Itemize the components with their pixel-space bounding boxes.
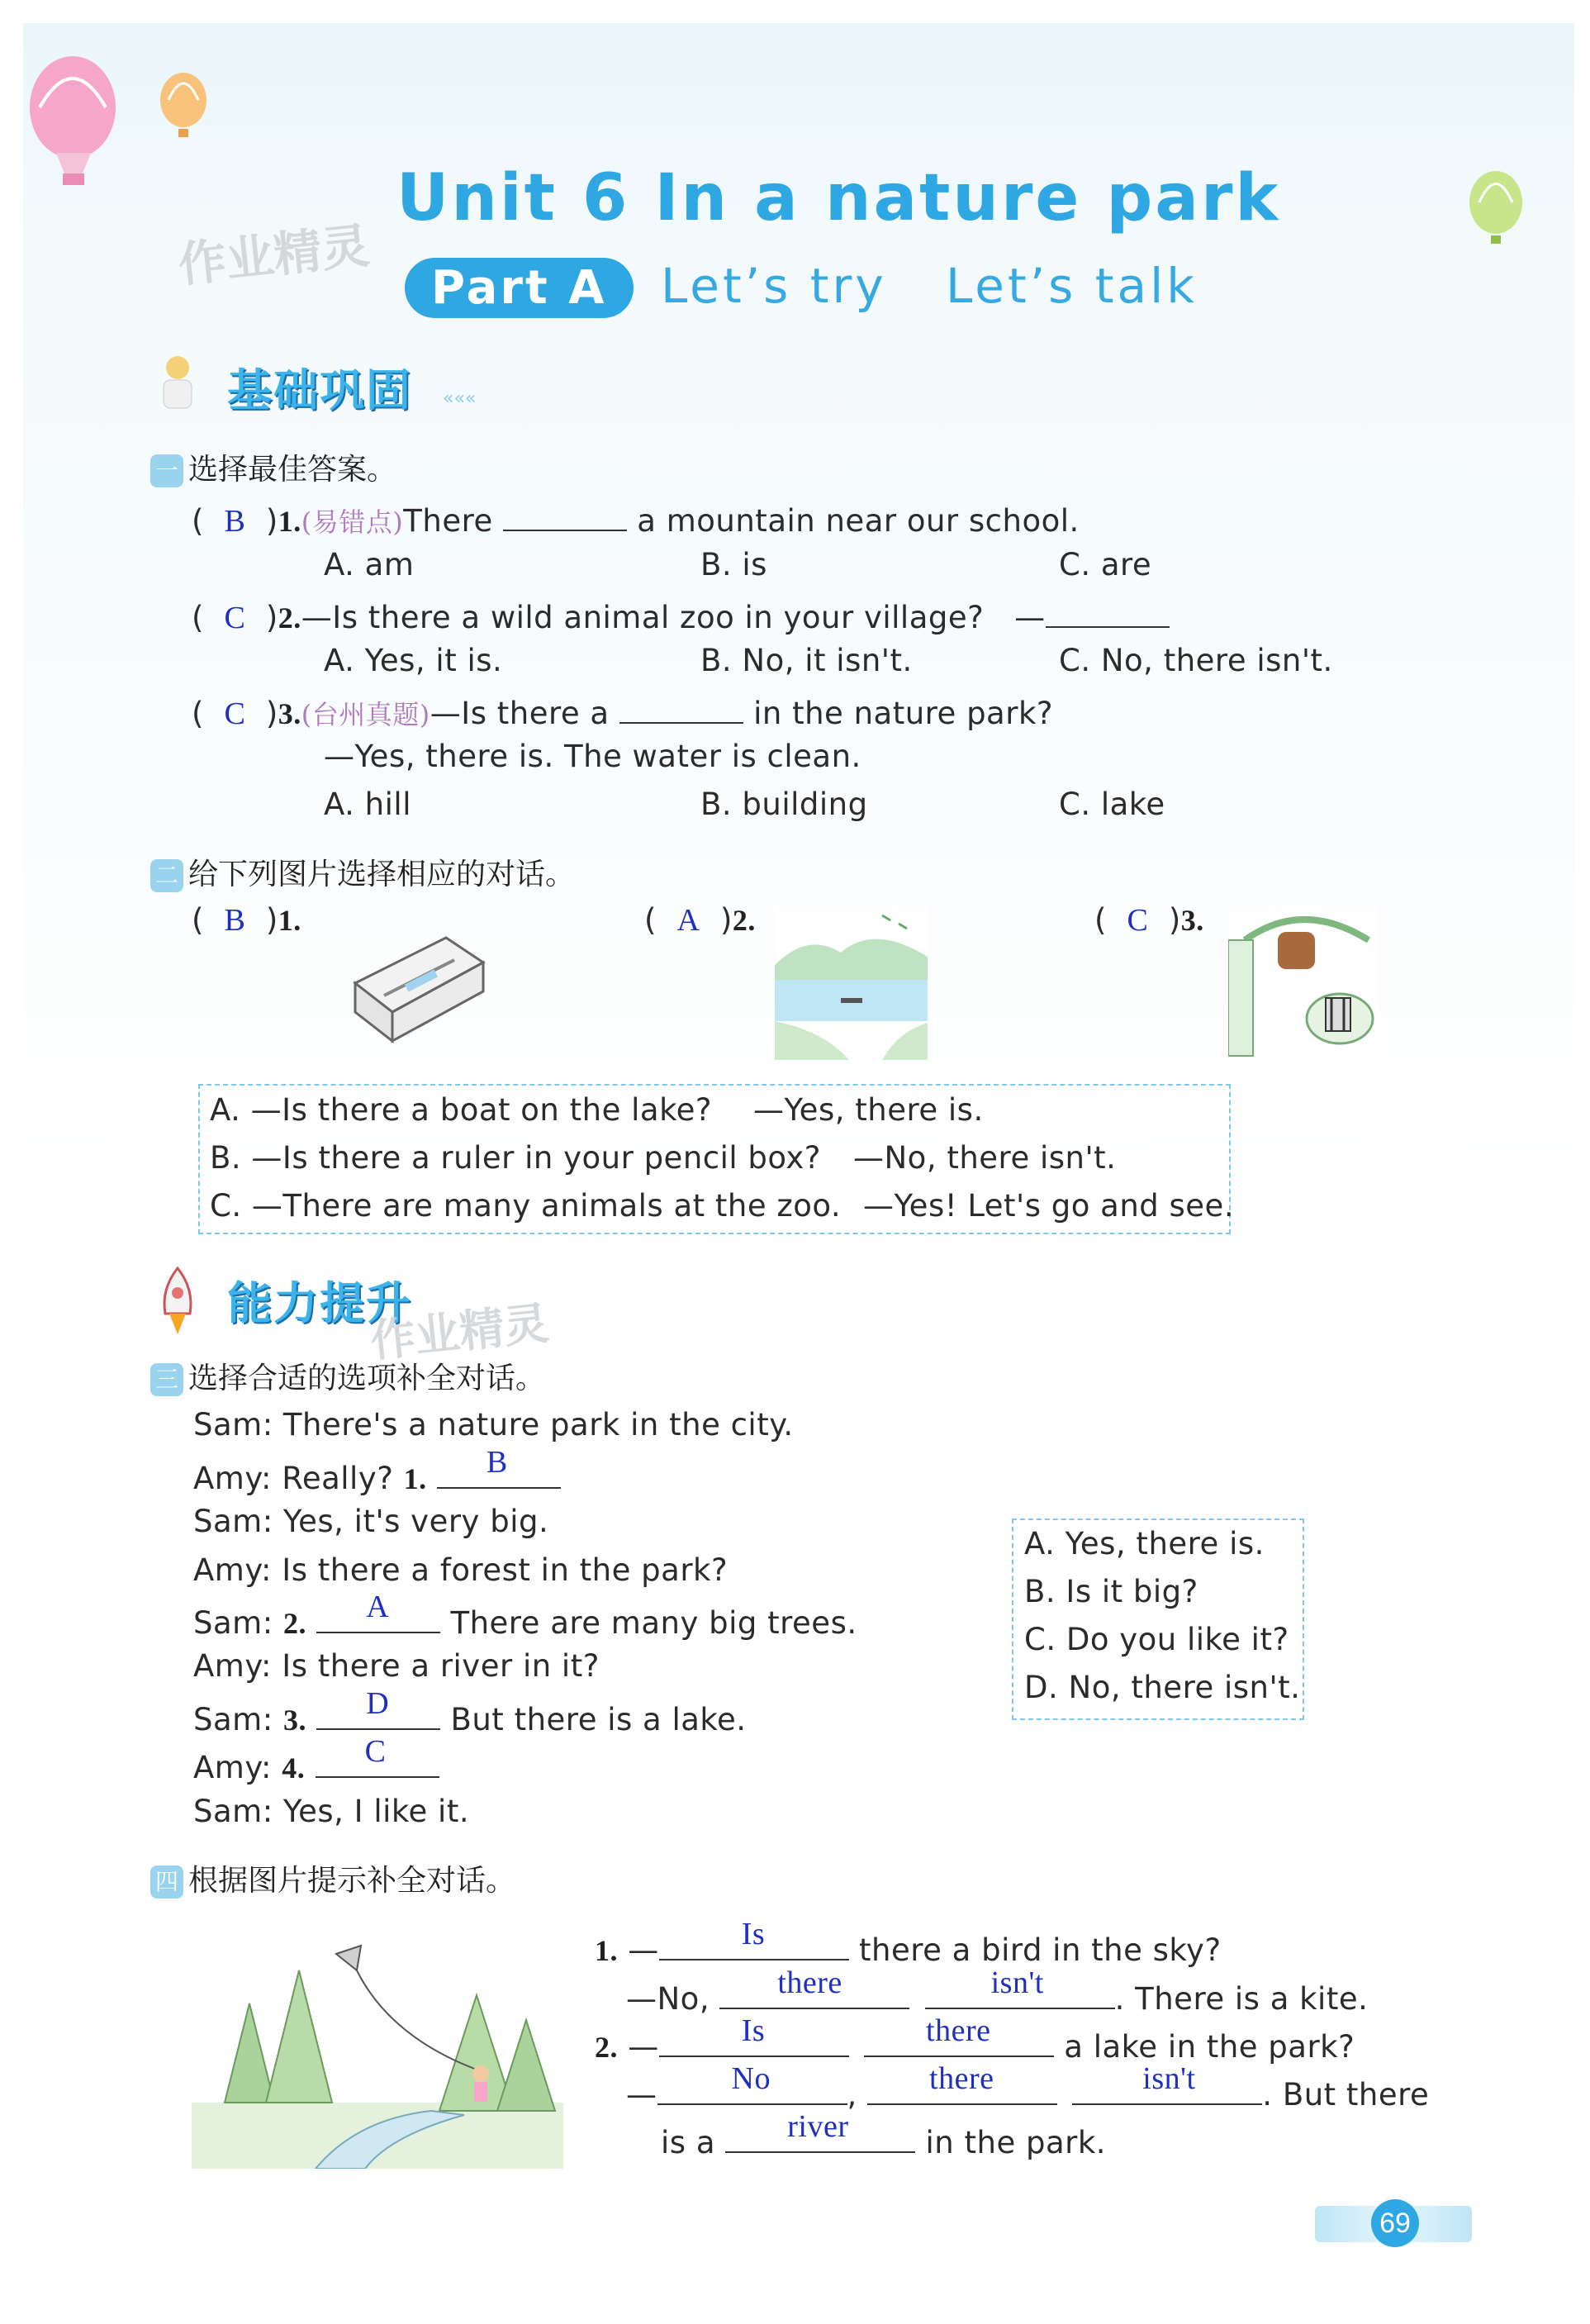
option: B. No, it isn't. (700, 643, 913, 678)
section-number-badge: 三 (150, 1363, 183, 1396)
answer-blank[interactable] (719, 1965, 909, 2009)
choice: D. No, there isn't. (1024, 1670, 1301, 1705)
answer: Is (741, 1917, 766, 1951)
subtitle-lets-talk: Let’s talk (946, 258, 1198, 314)
dash: — (628, 1932, 659, 1968)
answer-blank[interactable] (1072, 2061, 1262, 2105)
dialog-q: B. —Is there a ruler in your pencil box? (210, 1140, 821, 1176)
question-text: —Is there a (430, 696, 610, 731)
q4-item-2-line-3 (661, 2109, 1107, 2160)
dialog-line (193, 1590, 857, 1641)
option: A. am (324, 547, 415, 582)
dialog-line: Sam: Yes, it's very big. (193, 1504, 549, 1539)
reply-line: —Yes, there is. The water is clean. (324, 739, 861, 774)
dialog-line: Sam: There's a nature park in the city. (193, 1407, 794, 1442)
question-text: a mountain near our school. (637, 503, 1080, 539)
answer: B (224, 903, 246, 938)
item-number: 3. (1180, 904, 1204, 937)
answer: there (926, 2013, 991, 2048)
answer-blank[interactable] (1046, 595, 1170, 628)
comma: , (847, 2077, 857, 2113)
answer: there (777, 1965, 842, 2000)
answer: C (364, 1734, 387, 1769)
section-banner-ability: 能力提升 (227, 1277, 412, 1329)
hot-air-balloon-icon (157, 71, 215, 145)
q4-item-2-line-1 (595, 2013, 1355, 2065)
answer: B (486, 1445, 508, 1480)
answer: river (787, 2109, 849, 2144)
answer: C (224, 601, 246, 635)
q1-item-3: ( C )3.(台州真题)—Is there a in the nature park? (192, 691, 1053, 732)
item-number: 2. (595, 2031, 618, 2064)
option: A. Yes, it is. (324, 643, 503, 678)
answer: No (731, 2061, 771, 2096)
section-number-badge: 四 (150, 1865, 183, 1899)
answer-blank[interactable] (725, 2109, 915, 2153)
reply-text: —No, (626, 1981, 710, 2017)
answer-blank[interactable] (619, 691, 743, 724)
watermark: 作业精灵 (368, 1296, 552, 1368)
question-2-heading (150, 851, 575, 893)
dash: — (1014, 600, 1046, 635)
question-text: —Is there a wild animal zoo in your village? (301, 600, 985, 635)
watermark: 作业精灵 (175, 217, 373, 293)
q2-item-3: ( C )3. (1094, 902, 1204, 938)
unit-title: Unit 6 In a nature park (396, 161, 1281, 235)
hint-tag: (台州真题) (301, 699, 430, 730)
reply-text: . But there (1262, 2077, 1430, 2113)
dialog-a: —No, there isn't. (853, 1140, 1117, 1176)
section-banner-basic: 基础巩固 (227, 364, 412, 416)
answer: A (676, 903, 700, 938)
answer-blank[interactable] (503, 498, 627, 531)
item-number: 3. (278, 697, 301, 730)
rocket-icon (153, 1264, 202, 1338)
answer-blank[interactable] (925, 1965, 1115, 2009)
dialog-q: A. —Is there a boat on the lake? (210, 1092, 713, 1128)
item-number: 4. (282, 1751, 306, 1785)
part-badge: Part A (405, 258, 634, 318)
section-number-badge: 二 (150, 859, 183, 892)
dialog-line (193, 1734, 439, 1785)
q1-item-2: ( C )2.—Is there a wild animal zoo in your village? — (192, 595, 1170, 636)
heading-text: 给下列图片选择相应的对话。 (188, 858, 576, 891)
q1-item-1: ( B )1.(易错点)There a mountain near our school. (192, 498, 1080, 539)
answer-blank[interactable] (659, 1917, 849, 1960)
speaker-text: Sam: (193, 1605, 273, 1641)
section-number-badge: 一 (150, 454, 183, 487)
dialog-line: Amy: Is there a river in it? (193, 1648, 600, 1684)
dialog-line: Amy: Is there a forest in the park? (193, 1552, 729, 1588)
dialog-a: —Yes! Let's go and see. (863, 1188, 1235, 1224)
question-1-heading (150, 446, 396, 488)
answer: there (929, 2061, 994, 2096)
hot-air-balloon-icon (23, 50, 139, 190)
speaker-text: Sam: (193, 1702, 273, 1737)
answer-blank[interactable] (867, 2061, 1057, 2105)
question-4-heading (150, 1857, 515, 1899)
question-text: in the nature park? (753, 696, 1054, 731)
item-number: 1. (595, 1934, 618, 1967)
answer: A (366, 1590, 390, 1624)
item-number: 1. (278, 505, 301, 538)
item-number: 2. (278, 601, 301, 634)
reply-text: is a (661, 2125, 715, 2160)
answer-blank[interactable] (864, 2013, 1054, 2057)
lake-boat-image (775, 907, 928, 1060)
heading-text: 选择最佳答案。 (188, 453, 397, 487)
zoo-animals-image (1228, 907, 1377, 1060)
question-text: there a bird in the sky? (859, 1932, 1222, 1968)
dialog-line (193, 1445, 561, 1496)
choice: A. Yes, there is. (1024, 1526, 1265, 1561)
answer: isn't (1142, 2061, 1196, 2096)
speaker-text: Amy: Really? (193, 1461, 394, 1496)
option: B. building (700, 787, 868, 822)
question-3-heading (150, 1355, 545, 1397)
option: C. lake (1059, 787, 1165, 822)
mascot-icon (149, 347, 206, 413)
chevron-decoration-icon: ««« (443, 388, 477, 409)
heading-text: 根据图片提示补全对话。 (188, 1864, 516, 1898)
answer-blank[interactable] (659, 2013, 849, 2057)
answer: Is (741, 2013, 766, 2048)
dialog-q: C. —There are many animals at the zoo. (210, 1188, 842, 1224)
reply-text: in the park. (925, 2125, 1107, 2160)
dialog-line (193, 1686, 747, 1737)
question-text: There (403, 503, 493, 539)
item-number: 2. (282, 1607, 306, 1640)
item-number: 1. (278, 904, 301, 937)
choice: B. Is it big? (1024, 1574, 1198, 1609)
option: C. No, there isn't. (1059, 643, 1333, 678)
q4-item-1-line-1 (595, 1917, 1222, 1968)
pencil-box-image (339, 925, 487, 1049)
answer: D (366, 1686, 390, 1721)
option: B. is (700, 547, 767, 582)
dash: — (626, 2077, 657, 2113)
hot-air-balloon-icon (1466, 169, 1532, 252)
item-number: 1. (403, 1462, 427, 1495)
answer: C (224, 696, 246, 731)
answer-blank[interactable] (316, 1590, 440, 1633)
dialog-text: But there is a lake. (450, 1702, 747, 1737)
q2-item-1: ( B )1. (192, 902, 301, 938)
answer-blank[interactable] (657, 2061, 847, 2105)
q2-item-2: ( A )2. (644, 902, 756, 938)
item-number: 2. (732, 904, 756, 937)
item-number: 3. (282, 1704, 306, 1737)
subtitle-lets-try: Let’s try (661, 258, 887, 314)
q4-item-2-line-2 (626, 2061, 1430, 2113)
speaker-text: Amy: (193, 1750, 273, 1785)
choice: C. Do you like it? (1024, 1622, 1289, 1657)
dash: — (628, 2029, 659, 2065)
option: C. are (1059, 547, 1152, 582)
answer: C (1127, 903, 1149, 938)
park-kite-image (192, 1937, 563, 2169)
dialog-a: —Yes, there is. (753, 1092, 984, 1128)
page-number: 69 (1371, 2199, 1419, 2247)
answer-blank[interactable] (316, 1686, 440, 1730)
answer-blank[interactable] (316, 1734, 439, 1778)
dialog-text: There are many big trees. (450, 1605, 857, 1641)
option: A. hill (324, 787, 411, 822)
answer: B (224, 504, 246, 539)
dialog-line: Sam: Yes, I like it. (193, 1794, 470, 1829)
answer: isn't (990, 1965, 1044, 2000)
reply-text: . There is a kite. (1114, 1981, 1369, 2017)
q4-item-1-line-2 (626, 1965, 1369, 2017)
answer-blank[interactable] (437, 1445, 561, 1489)
heading-text: 选择合适的选项补全对话。 (188, 1362, 546, 1395)
hint-tag: (易错点) (301, 506, 404, 538)
question-text: a lake in the park? (1064, 2029, 1355, 2065)
